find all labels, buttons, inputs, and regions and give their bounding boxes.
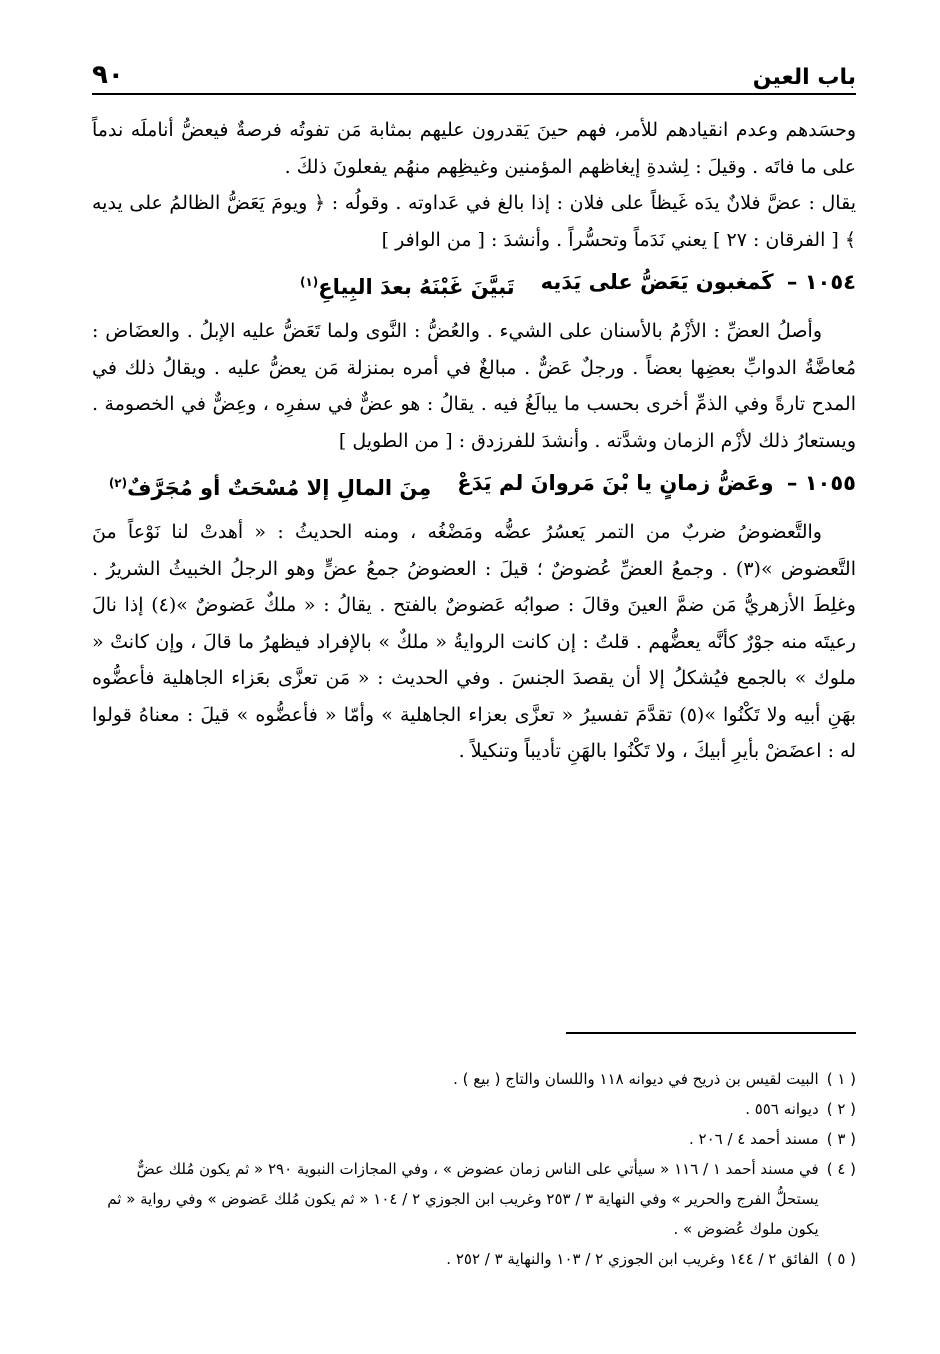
page-header [92,48,856,90]
paragraph-4: والتَّعضوضُ ضربٌ من التمر يَعسُرُ عضُّه ومَضْغُه ، ومنه الحديثُ : « أهدتْ لنا نَوْعاً منَ التَّعضوض »(٣) . وجمعُ العضِّ عُضوضٌ ؛ قيلَ : العضوضُ جمعُ عضٍّ وهو الرجلُ الخبيثُ الشريرُ . وغلِطَ الأزهريُّ مَن ضمَّ العينَ وقالَ : صوابُه عَضوضٌ بالفتح . يقالُ : « ملكٌ عَضوضٌ »(٤) إذا نالَ رعيتَه منه جوْرٌ كأنَّه يعضُّهم . قلتُ : إن كانت الروايةُ « ملكٌ » بالإفراد فيظهرُ ما قالَ ، وإن كانتْ « ملوك » بالجمع فيُشكلُ إلا أن يقصدَ الجنسَ . وفي الحديث : « مَن تعزَّى بعَزاء الجاهلية فأعضُّوه بهَنِ أبيه ولا تَكْنُوا »(٥) تقدَّمَ تفسيرُ « تعزَّى بعزاء الجاهلية » وأمّا « فأعضُّوه » قيلَ : معناهُ قولوا له : اعضَضْ بأيرِ أبيكَ ، ولا تَكْنُوا بالهَنِ تأديباً وتنكيلاً . [92,521,857,762]
verse-1055-second-hemistich [109,463,431,508]
footnote-number: ( ٣ ) [826,1130,856,1148]
footnote-number: ( ٥ ) [826,1250,856,1268]
footnote-number: ( ١ ) [826,1070,856,1088]
footnote-2 [92,1094,856,1124]
header-rule [92,93,856,95]
verse-1054-second-hemistich [300,262,515,307]
verse-1054-second-text: تَبيَّنَ غَبْنَهُ بعدَ البِياعِ [318,275,515,299]
paragraph-3: وأصلُ العضِّ : الأزْمُ بالأسنان على الشيء . والعُضُّ : النَّوى ولما تَعَضُّ عليه الإبلُ . والعضَاض : مُعاضَّةُ الدوابِّ بعضِها بعضاً . ورجلٌ عَضٌّ . مبالغٌ في أمره بمنزلة مَن يعضُّ عليه . ويقالُ ذلك في المدح تارةً وفي الذمِّ أخرى بحسب ما يبالَغُ فيه . يقالُ : هو عضٌّ في سفرِه ، وعِضٌّ في الخصومة . ويستعارُ ذلك لأزْم الزمان وشدَّته . وأنشدَ للفرزدق : [ من الطويل ] [92,320,856,452]
footnote-5 [92,1244,856,1274]
verse-1054-footnote-ref: (١) [299,275,319,289]
verse-1055-second-text: مِنَ المالِ إلا مُسْحَتٌ أو مُجَرَّفٌ [127,476,432,500]
footnote-1 [92,1064,856,1094]
verse-1055-number: ١٠٥٥ – [786,471,856,495]
footnote-4 [92,1154,856,1244]
running-title: باب العين [752,65,856,90]
footnote-rule [566,1032,856,1034]
paragraph-2: يقال : عضَّ فلانٌ يدَه غَيظاً على فلان : إذا بالغ في عَداوته . وقولُه : ﴿ ويومَ يَعَضُّ الظالمُ على يديه ﴾ [ الفرقان : ٢٧ ] يعني نَدَماً وتحسُّراً . وأنشدَ : [ من الوافر ] [92,192,856,251]
verse-1054 [92,262,856,307]
footnote-3 [92,1124,856,1154]
verse-1054-number: ١٠٥٤ – [786,270,856,294]
footnote-text: الفائق ٢ / ١٤٤ وغريب ابن الجوزي ٢ / ١٠٣ والنهاية ٣ / ٢٥٢ . [446,1250,819,1268]
verse-1054-first-text: كَمغبون يَعَضُّ على يَدَيه [540,270,774,294]
footnote-text: البيت لقيس بن ذريح في ديوانه ١١٨ واللسان والتاج ( بيع ) . [453,1070,819,1088]
verse-1054-first-hemistich [541,262,856,307]
footnote-number: ( ٢ ) [826,1100,856,1118]
main-text [92,112,856,770]
verse-1055-first-text: وعَضُّ زمانٍ يا بْنَ مَروانَ لم يَدَعْ [457,471,774,495]
footnote-text: مسند أحمد ٤ / ٢٠٦ . [688,1130,819,1148]
footnotes [92,1064,856,1274]
verse-1055-first-hemistich [457,463,856,508]
footnote-text: في مسند أحمد ١ / ١١٦ « سيأتي على الناس زمان عضوض » ، وفي المجازات النبوية ٢٩٠ « ثم يكون مُلك عضٌّ يستحلُّ الفرج والحرير » وفي النهاية ٣ / ٢٥٣ وغريب ابن الجوزي ٢ / ١٠٤ « ثم يكون مُلك عَضوض » وفي رواية « ثم يكون ملوك عُضوض » . [107,1160,819,1238]
paragraph-1: وحسَدهم وعدم انقيادهم للأمر، فهم حينَ يَقدرون عليهم بمثابة مَن تفوتُه فرصةٌ فيعضُّ أناملَه ندماً على ما فاتَه . وقيلَ : لِشدةِ إيغاظهم المؤمنين وغيظِهم منهُم يفعلونَ ذلكَ . [92,119,856,178]
verse-1055-footnote-ref: (٢) [108,476,128,490]
footnote-text: ديوانه ٥٥٦ . [745,1100,819,1118]
verse-1055 [92,463,856,508]
page-number: ٩٠ [92,60,124,90]
footnote-number: ( ٤ ) [826,1160,856,1178]
